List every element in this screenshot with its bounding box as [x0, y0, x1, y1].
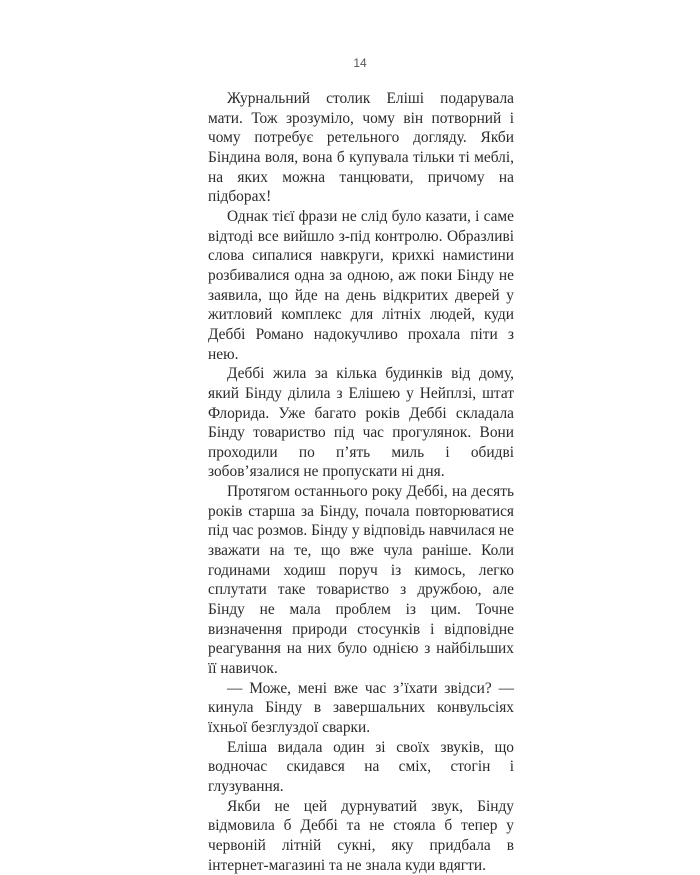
- body-text: [208, 89, 514, 875]
- page-number: 14: [353, 56, 367, 70]
- paragraph: Журнальний столик Еліші подарувала мати. Тож зрозуміло, чому він потворний і чому потребує ретельного догляду. Якби Біндина воля, вона б купувала тільки ті меблі, на яких можна танцювати, причому на підборах!: [208, 90, 514, 206]
- paragraph: Однак тієї фрази не слід було казати, і саме відтоді все вийшло з-під контролю. Образливі слова сипалися навкруги, крихкі намистини розбивалися одна за одною, аж поки Бінду не заявила, що йде на день відкритих дверей у житловий комплекс для літніх людей, куди Деббі Романо надокучливо прохала піти з нею.: [208, 207, 514, 363]
- paragraph: Якби не цей дурнуватий звук, Бінду відмовила б Деббі та не стояла б тепер у червоній літній сукні, яку придбала в інтернет-магазині та не знала куди вдягти.: [208, 797, 514, 874]
- paragraph: Протягом останнього року Деббі, на десять років старша за Бінду, почала повторюватися під час розмов. Бінду у відповідь навчилася не зважати на те, що вже чула раніше. Коли годинами ходиш поруч із кимось, легко сплутати таке товариство з дружбою, але Бінду не мала проблем із цим. Точне визначення природи стосунків і відповідне реагування на них було однією з найбільших її навичок.: [208, 483, 514, 678]
- paragraph: Деббі жила за кілька будинків від дому, який Бінду ділила з Елішею у Нейплзі, штат Флорида. Уже багато років Деббі складала Бінду товариство під час прогулянок. Вони проходили по п’ять миль і обидві зобов’язалися не пропускати ні дня.: [208, 365, 514, 481]
- paragraph: — Може, мені вже час з’їхати звідси? — кинула Бінду в завершальних конвульсіях їхньої безглуздої сварки.: [208, 679, 514, 736]
- paragraph: Еліша видала один зі своїх звуків, що водночас скидався на сміх, стогін і глузування.: [208, 738, 514, 795]
